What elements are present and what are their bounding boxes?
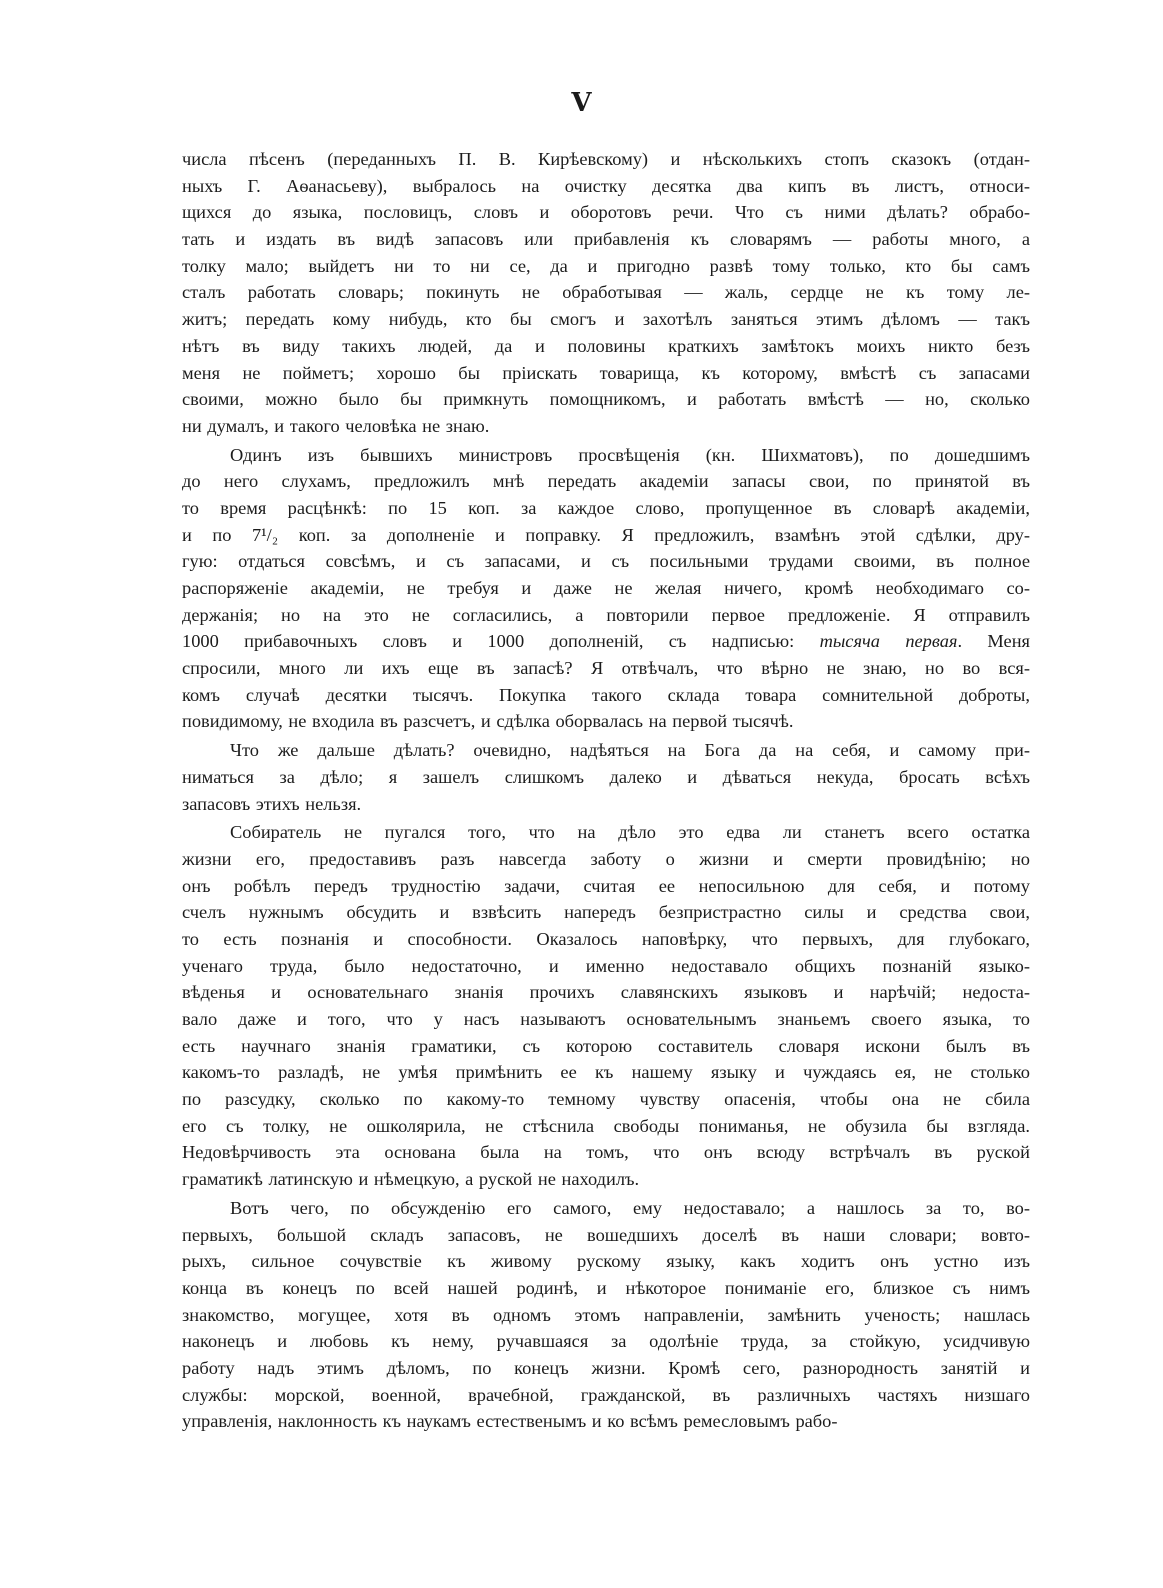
body-text <box>182 146 1030 1437</box>
text-line: меня не пойметъ; хорошо бы пріискать товарища, къ которому, вмѣстѣ съ запасами <box>182 362 1030 383</box>
italic-inscription: тысяча первая <box>819 631 958 652</box>
text-line: повидимому, не входила въ разсчетъ, и сдѣлка оборвалась на первой тысячѣ. <box>182 711 794 732</box>
text-line: управленія, наклонность къ наукамъ естественымъ и ко всѣмъ ремесловымъ рабо- <box>182 1411 838 1432</box>
text-line: Собиратель не пугался того, что на дѣло это едва ли станетъ всего остатка <box>230 822 1030 843</box>
text-line: житъ; передать кому нибудь, кто бы смогъ и захотѣлъ заняться этимъ дѣломъ — такъ <box>182 309 1030 330</box>
text-line: рыхъ, сильное сочувствіе къ живому рускому языку, какъ ходитъ онъ устно изъ <box>182 1251 1030 1272</box>
text-line: по разсудку, сколько по какому-то темному чувству опасенія, чтобы она не сбила <box>182 1089 1030 1110</box>
text-line: 1000 прибавочныхъ словъ и 1000 дополненій, съ надписью: тысяча первая. Меня <box>182 631 1030 652</box>
text-line: ученаго труда, было недостаточно, и именно недоставало общихъ познаній языко- <box>182 955 1030 976</box>
paragraph-3 <box>182 737 1030 817</box>
text-line: Что же дальше дѣлать? очевидно, надѣяться на Бога да на себя, и самому при- <box>230 740 1030 761</box>
paragraph-2 <box>182 442 1030 736</box>
text-line: до него слухамъ, предложилъ мнѣ передать академіи запасы свои, по принятой въ <box>182 471 1030 492</box>
text-line: спросили, много ли ихъ еще въ запасѣ? Я отвѣчалъ, что вѣрно не знаю, но во вся- <box>182 658 1030 679</box>
paragraph-4 <box>182 819 1030 1193</box>
text-line: вало даже и того, что у насъ называютъ основательнымъ знаньемъ своего языка, то <box>182 1009 1030 1029</box>
text-line: своими, можно было бы примкнуть помощникомъ, и работать вмѣстѣ — но, сколько <box>182 389 1030 410</box>
text-line: сталъ работать словарь; покинуть не обработывая — жаль, сердце не къ тому ле- <box>182 282 1030 303</box>
paragraph-5 <box>182 1195 1030 1435</box>
text-line: жизни его, предоставивъ разъ навсегда заботу о жизни и смерти провидѣнію; но <box>182 848 1030 869</box>
text-line: наконецъ и любовь къ нему, ручавшаяся за одолѣніе труда, за стойкую, усидчивую <box>182 1331 1030 1352</box>
text-line: щихся до языка, пословицъ, словъ и оборотовъ речи. Что съ ними дѣлать? обрабо- <box>182 202 1030 223</box>
text-line: ниматься за дѣло; я зашелъ слишкомъ далеко и дѣваться некуда, бросать всѣхъ <box>182 766 1030 787</box>
text-line: какомъ-то разладѣ, не умѣя примѣнить ее къ нашему языку и чуждаясь ея, не столько <box>182 1062 1030 1083</box>
text-line: есть научнаго знанія граматики, съ которою составитель словаря искони былъ въ <box>182 1035 1030 1056</box>
page-number: V <box>571 88 592 118</box>
text-line: первыхъ, большой складъ запасовъ, не вошедшихъ доселѣ въ наши словари; вовто- <box>182 1224 1030 1245</box>
text-line: его съ толку, не ошколярила, не стѣснила свободы пониманья, не обузила бы взгляда. <box>182 1115 1030 1136</box>
text-line: Вотъ чего, по обсужденію его самого, ему недоставало; а нашлось за то, во- <box>230 1197 1030 1218</box>
text-line: тать и издать въ видѣ запасовъ или прибавленія къ словарямъ — работы много, а <box>182 229 1030 250</box>
text-line: вѣденья и основательнаго знанія прочихъ славянскихъ языковъ и нарѣчій; недоста- <box>182 982 1030 1003</box>
text-line: счелъ нужнымъ обсудить и взвѣсить напередъ безпристрастно силы и средства свои, <box>182 902 1030 923</box>
text-line: Недовѣрчивость эта основана была на томъ, что онъ всюду встрѣчалъ въ руской <box>182 1142 1030 1163</box>
text-line: и по 7¹/₂ коп. за дополненіе и поправку. Я предложилъ, взамѣнъ этой сдѣлки, дру- <box>182 524 1030 545</box>
text-line: толку мало; выйдетъ ни то ни се, да и пригодно развѣ тому только, кто бы самъ <box>182 255 1030 276</box>
text-line: то время расцѣнкѣ: по 15 коп. за каждое слово, пропущенное въ словарѣ академіи, <box>182 497 1030 518</box>
text-line: запасовъ этихъ нельзя. <box>182 793 362 814</box>
text-line: граматикѣ латинскую и нѣмецкую, а руской не находилъ. <box>182 1169 640 1190</box>
text-line: знакомство, могущее, хотя въ одномъ этомъ направленіи, замѣнить ученость; нашлась <box>182 1304 1030 1325</box>
text-line: ни думалъ, и такого человѣка не знаю. <box>182 415 490 436</box>
text-line: службы: морской, военной, врачебной, гражданской, въ различныхъ частяхъ низшаго <box>182 1384 1030 1405</box>
text-line: Одинъ изъ бывшихъ министровъ просвѣщенія (кн. Шихматовъ), по дошедшимъ <box>230 444 1030 465</box>
text-line: числа пѣсенъ (переданныхъ П. В. Кирѣевскому) и нѣсколькихъ стопъ сказокъ (отдан- <box>182 149 1030 169</box>
text-line: комъ случаѣ десятки тысячъ. Покупка такого склада товара сомнительной доброты, <box>182 684 1030 705</box>
text-line: то есть познанія и способности. Оказалось наповѣрку, что первыхъ, для глубокаго, <box>182 928 1030 949</box>
text-line: распоряженіе академіи, не требуя и даже не желая ничего, кромѣ необходимаго со- <box>182 578 1030 598</box>
text-line: онъ робѣлъ передъ трудностію задачи, считая ее непосильною для себя, и потому <box>182 875 1030 896</box>
paragraph-1 <box>182 146 1030 440</box>
text-line: держанія; но на это не согласились, а повторили первое предложеніе. Я отправилъ <box>182 604 1030 625</box>
text-line: нѣтъ въ виду такихъ людей, да и половины краткихъ замѣтокъ моихъ никто безъ <box>182 335 1030 356</box>
text-line: гую: отдаться совсѣмъ, и съ запасами, и съ посильными трудами своими, въ полное <box>182 551 1030 572</box>
text-line: работу надъ этимъ дѣломъ, по конецъ жизни. Кромѣ сего, разнородность занятій и <box>182 1357 1030 1378</box>
text-line: конца въ конецъ по всей нашей родинѣ, и нѣкоторое пониманіе его, близкое съ нимъ <box>182 1277 1030 1298</box>
text-line: ныхъ Г. Аѳанасьеву), выбралось на очистку десятка два кипъ въ листъ, относи- <box>182 175 1030 196</box>
